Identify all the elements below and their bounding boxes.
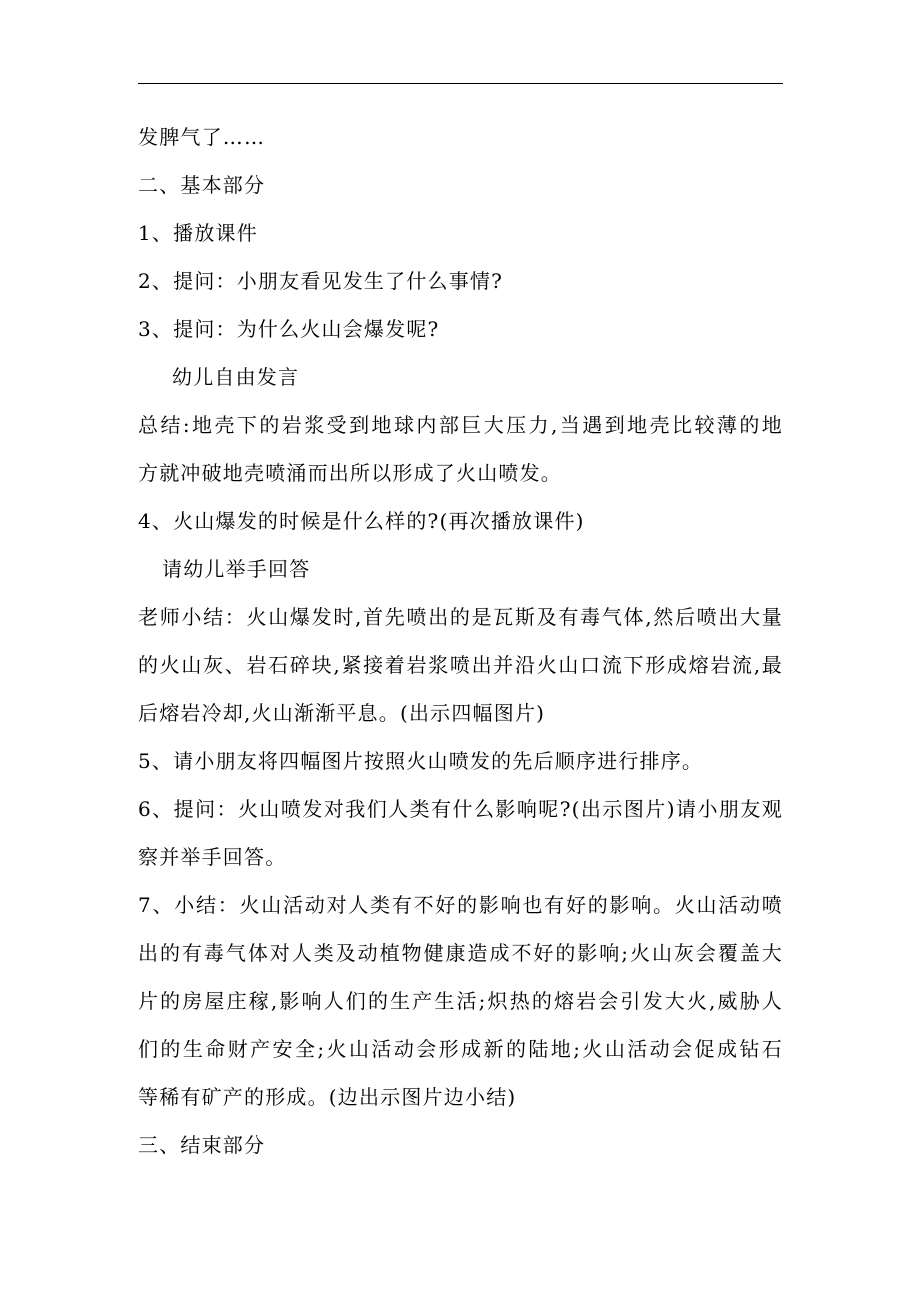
text-line: 5、请小朋友将四幅图片按照火山喷发的先后顺序进行排序。	[138, 749, 704, 773]
text-line: 1、播放课件	[138, 221, 258, 245]
text-line: 7、小结：火山活动对人类有不好的影响也有好的影响。火山活动喷	[138, 893, 783, 917]
text-line: 方就冲破地壳喷涌而出所以形成了火山喷发。	[138, 461, 562, 485]
text-line: 等稀有矿产的形成。(边出示图片边小结)	[138, 1085, 517, 1109]
document-body	[138, 113, 788, 1169]
text-line: 幼儿自由发言	[172, 365, 300, 389]
text-line: 们的生命财产安全;火山活动会形成新的陆地;火山活动会促成钻石	[138, 1037, 783, 1061]
text-line: 老师小结：火山爆发时,首先喷出的是瓦斯及有毒气体,然后喷出大量	[138, 605, 783, 629]
text-line: 2、提问：小朋友看见发生了什么事情?	[138, 269, 504, 293]
text-line: 3、提问：为什么火山会爆发呢?	[138, 317, 440, 341]
header-rule	[138, 83, 783, 84]
text-line: 的火山灰、岩石碎块,紧接着岩浆喷出并沿火山口流下形成熔岩流,最	[138, 653, 783, 677]
text-line: 后熔岩冷却,火山渐渐平息。(出示四幅图片)	[138, 701, 546, 725]
text-line: 总结:地壳下的岩浆受到地球内部巨大压力,当遇到地壳比较薄的地	[138, 413, 783, 437]
text-line: 请幼儿举手回答	[162, 557, 311, 581]
text-line: 发脾气了……	[138, 125, 266, 149]
text-line: 片的房屋庄稼,影响人们的生产生活;炽热的熔岩会引发大火,威胁人	[138, 989, 783, 1013]
section-heading: 二、基本部分	[138, 173, 266, 197]
text-line: 4、火山爆发的时候是什么样的?(再次播放课件)	[138, 509, 585, 533]
text-line: 6、提问：火山喷发对我们人类有什么影响呢?(出示图片)请小朋友观	[138, 797, 783, 821]
text-line: 察并举手回答。	[138, 845, 287, 869]
section-heading: 三、结束部分	[138, 1133, 266, 1157]
text-line: 出的有毒气体对人类及动植物健康造成不好的影响;火山灰会覆盖大	[138, 941, 783, 965]
